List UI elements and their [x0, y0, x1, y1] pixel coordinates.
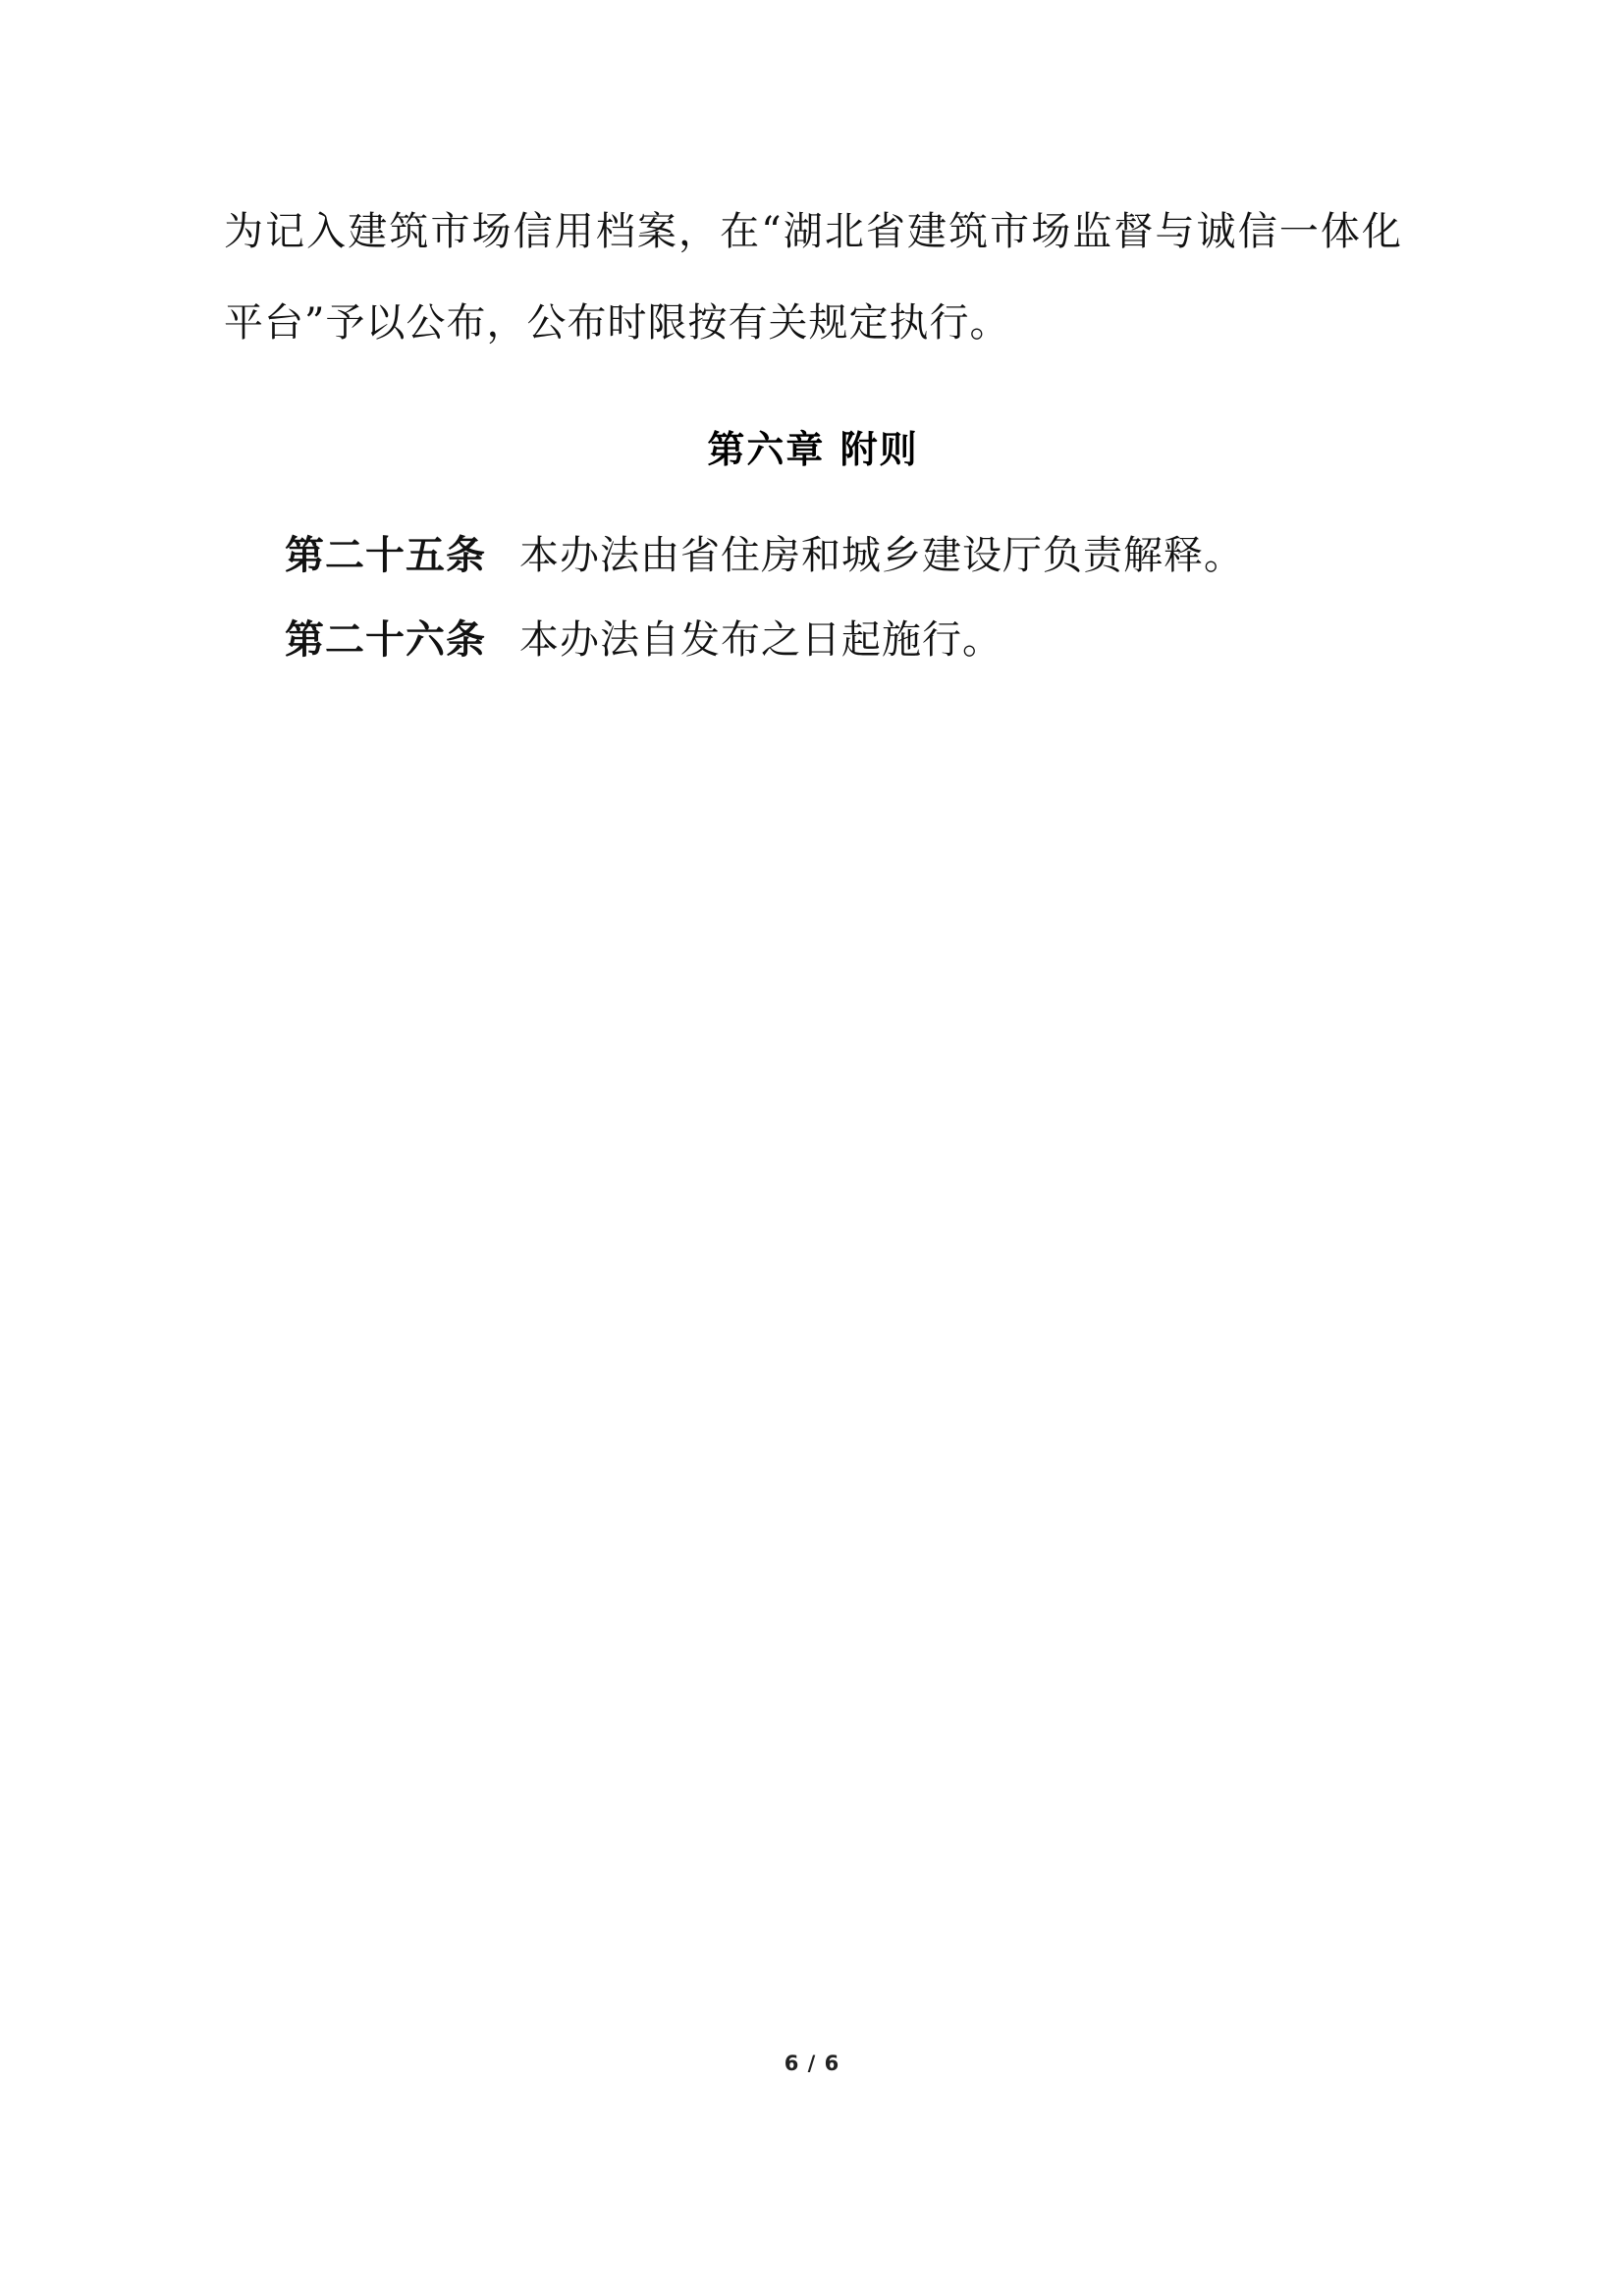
article-number: 第二十五条 [285, 532, 486, 578]
article-text: 本办法由省住房和城乡建设厅负责解释。 [519, 533, 1244, 578]
body-paragraph: 为记入建筑市场信用档案，在“湖北省建筑市场监督与诚信一体化平台”予以公布，公布时限按有关规定执行。 [224, 209, 1402, 346]
document-content [224, 187, 1402, 682]
article-item [224, 513, 1402, 598]
article-item [224, 598, 1402, 682]
article-text: 本办法自发布之日起施行。 [519, 617, 1002, 663]
page-number-footer: 6 / 6 [784, 2052, 840, 2075]
article-number: 第二十六条 [285, 616, 486, 663]
chapter-heading: 第六章 附则 [707, 428, 919, 471]
